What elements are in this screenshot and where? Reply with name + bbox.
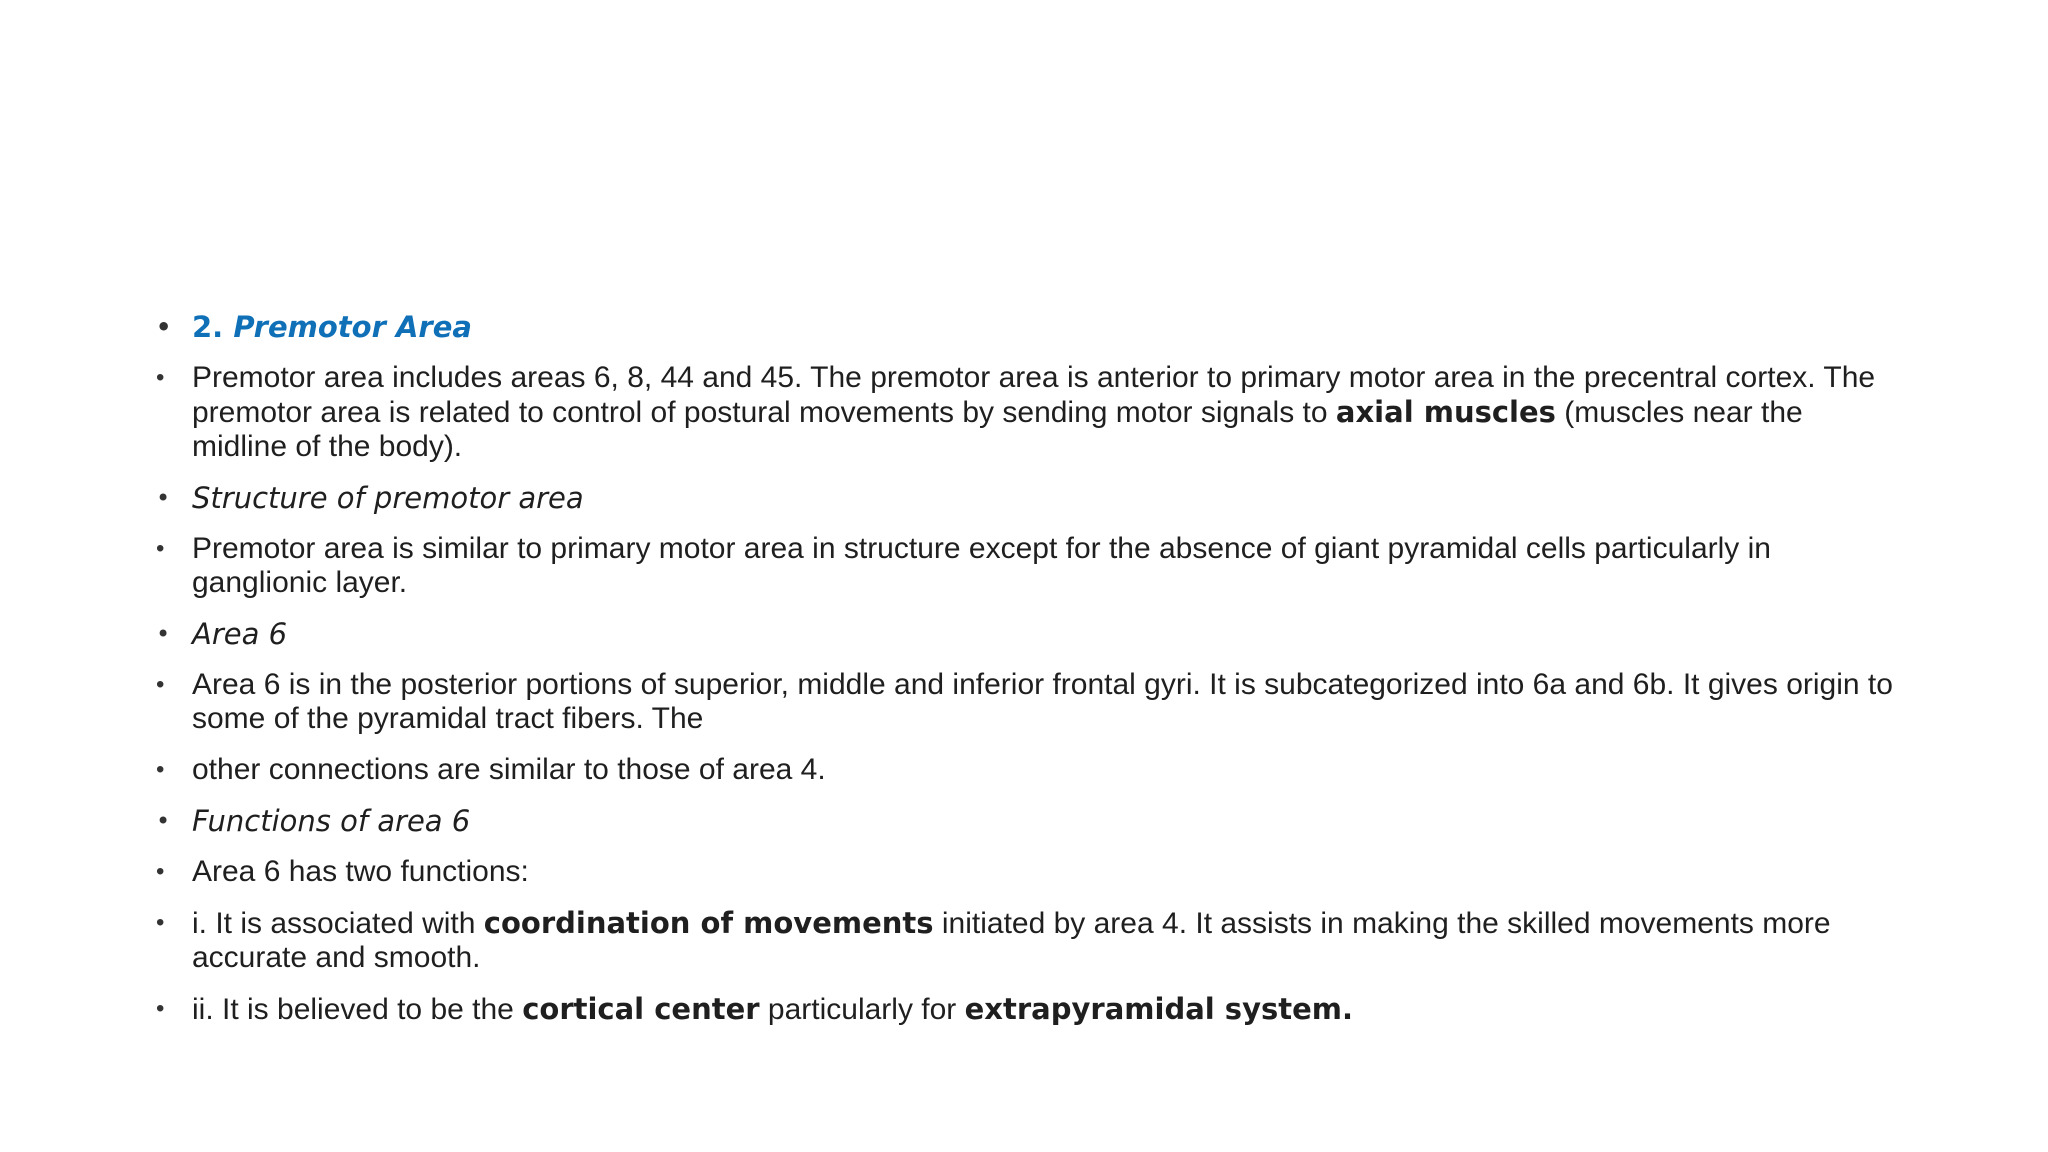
bold-term: coordination of movements [483,906,934,940]
list-item: • Area 6 has two functions: [154,855,1894,889]
bullet-text: Premotor area includes areas 6, 8, 44 and 45. The premotor area is anterior to primary motor area in the precentral cortex. The premotor area is related to control of postural movements by sending motor signals to [192,361,1876,429]
bullet-text: particularly for [759,993,965,1026]
bold-term: axial muscles [1335,395,1556,429]
section-heading [154,310,1894,344]
heading-number: 2. [192,310,224,344]
bullet-list [154,310,1894,1044]
bold-term: cortical center [522,992,760,1026]
bold-term: extrapyramidal system. [964,992,1353,1026]
list-item: • Area 6 is in the posterior portions of superior, middle and inferior frontal gyri. It is subcategorized into 6a and 6b. It gives origin to some of the pyramidal tract fibers. The [154,668,1894,736]
list-item [154,361,1894,464]
bullet-text: initiated by area 4. It assists in making the skilled movements more accurate and smooth. [192,907,1831,974]
subheading: • Functions of area 6 [154,804,1894,838]
list-item: • Premotor area is similar to primary motor area in structure except for the absence of giant pyramidal cells particularly in ganglionic layer. [154,532,1894,600]
subheading: • Structure of premotor area [154,481,1894,515]
bullet-text: ii. It is believed to be the [192,993,523,1026]
list-item: • other connections are similar to those of area 4. [154,753,1894,787]
bullet-text: i. It is associated with [192,907,484,940]
bullet-text: (muscles near the midline of the body). [192,396,1803,463]
list-item [154,992,1894,1027]
subheading: • Area 6 [154,617,1894,651]
heading-title: Premotor Area [233,310,472,344]
list-item [154,906,1894,975]
